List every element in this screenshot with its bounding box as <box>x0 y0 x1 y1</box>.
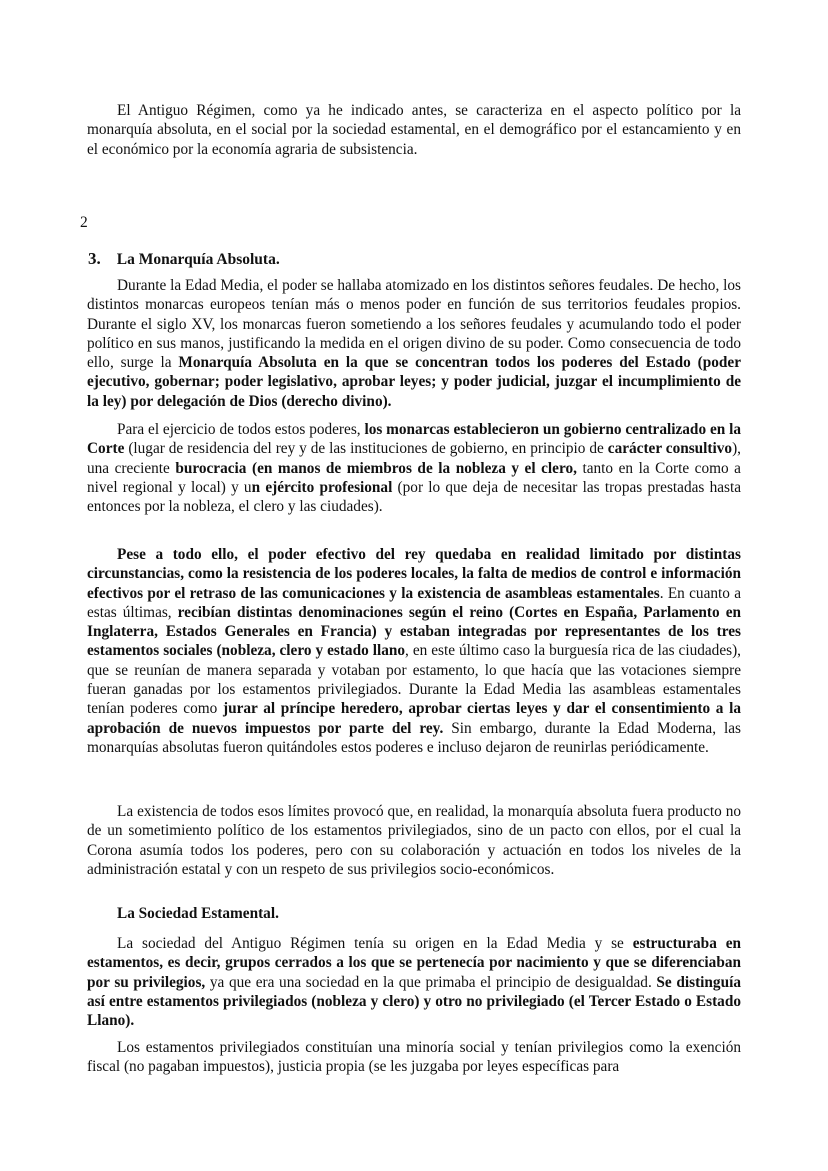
text-run: ya que era una sociedad en la que primaba el principio de desigualdad. <box>205 973 657 991</box>
monarquia-paragraph-2 <box>87 420 741 516</box>
bold-run: Se distinguía así entre estamentos privilegiados (nobleza y clero) y otro no privilegiado (el Tercer Estado o Estado Llano). <box>87 973 741 1030</box>
text-run: tanto en la Corte como a nivel regional y local) y u <box>87 459 741 496</box>
text-run: . En cuanto a estas últimas, <box>87 584 741 621</box>
sociedad-paragraph-2: Los estamentos privilegiados constituían una minoría social y tenían privilegios como la exención fiscal (no pagaban impuestos), justicia propia (se les juzgaba por leyes específicas para <box>87 1039 741 1076</box>
bold-run: estructuraba en estamentos, es decir, grupos cerrados a los que se pertenecía por nacimiento y que se diferenciaban por su privilegios, <box>87 935 741 991</box>
bold-run: Monarquía Absoluta en la que se concentran todos los poderes del Estado (poder ejecutivo, gobernar; poder legislativo, aprobar leyes; y poder judicial, juzgar el incumplimiento de la ley) por delegación de Dios (derecho divino). <box>87 354 741 410</box>
monarquia-paragraph-3 <box>87 545 741 757</box>
text-run: Durante la Edad Media, el poder se hallaba atomizado en los distintos señores feudales. De hecho, los distintos monarcas europeos tenían más o menos poder en función de sus territorios feudales propios. Durante el siglo XV, los monarcas fueron sometiendo a los señores feudales y acumulando todo el poder político en sus manos, justificando la medida en el origen divino de su poder. Como consecuencia de todo ello, surge la <box>87 277 741 372</box>
page-number: 2 <box>80 214 88 231</box>
text-run: Para el ejercicio de todos estos poderes, <box>117 421 365 438</box>
bold-run: recibían distintas denominaciones según el reino (Cortes en España, Parlamento en Inglaterra, Estados Generales en Francia) y estaban integradas por representantes de los tres estamentos sociales (nobleza, clero y estado llano <box>87 603 741 660</box>
text-run: ), una creciente <box>87 440 741 477</box>
bold-run: jurar al príncipe heredero, aprobar ciertas leyes y dar el consentimiento a la aprobación de nuevos impuestos por parte del rey. <box>87 700 742 737</box>
section-heading-monarquia <box>88 249 280 269</box>
intro-paragraph: El Antiguo Régimen, como ya he indicado antes, se caracteriza en el aspecto político por la monarquía absoluta, en el social por la sociedad estamental, en el demográfico por el estancamiento y en el económico por la economía agraria de subsistencia. <box>87 102 741 158</box>
text-run: La sociedad del Antiguo Régimen tenía su origen en la Edad Media y se <box>117 935 633 952</box>
bold-run: burocracia (en manos de miembros de la nobleza y el clero, <box>175 459 577 477</box>
sociedad-paragraph-1 <box>87 934 741 1030</box>
section-title: La Monarquía Absoluta. <box>116 251 280 268</box>
section-number: 3. <box>88 249 101 268</box>
text-run: Sin embargo, durante la Edad Moderna, las monarquías absolutas fueron quitándoles estos poderes e incluso dejaron de reunirlas periódicamente. <box>87 719 741 756</box>
monarquia-paragraph-4: La existencia de todos esos límites provocó que, en realidad, la monarquía absoluta fuera producto no de un sometimiento político de los estamentos privilegiados, sino de un pacto con ellos, por el cual la Corona asumía todos los poderes, pero con su colaboración y actuación en todos los niveles de la administración estatal y con un respeto de sus privilegios socio-económicos. <box>87 803 741 878</box>
bold-run: carácter consultivo <box>607 440 733 458</box>
bold-run: los monarcas establecieron un gobierno centralizado en la Corte <box>87 421 741 458</box>
bold-run: Pese a todo ello, el poder efectivo del rey quedaba en realidad limitado por distintas circunstancias, como la resistencia de los poderes locales, la falta de medios de control e información efectivos por el retraso de las comunicaciones y la existencia de asambleas estamentales <box>87 546 741 602</box>
text-run: (lugar de residencia del rey y de las instituciones de gobierno, en principio de <box>124 440 608 458</box>
text-run: , en este último caso la burguesía rica de las ciudades), que se reunían de manera separada y votaban por estamento, lo que hacía que las votaciones siempre fueran ganadas por los estamentos privilegiados. Durante la Edad Media las asambleas estamentales tenían poderes como <box>87 642 741 718</box>
text-run: (por lo que deja de necesitar las tropas prestadas hasta entonces por la nobleza, el clero y las ciudades). <box>87 478 742 516</box>
bold-run: n ejército profesional <box>251 478 393 496</box>
monarquia-paragraph-1 <box>87 276 741 411</box>
section-heading-sociedad: La Sociedad Estamental. <box>117 905 279 922</box>
